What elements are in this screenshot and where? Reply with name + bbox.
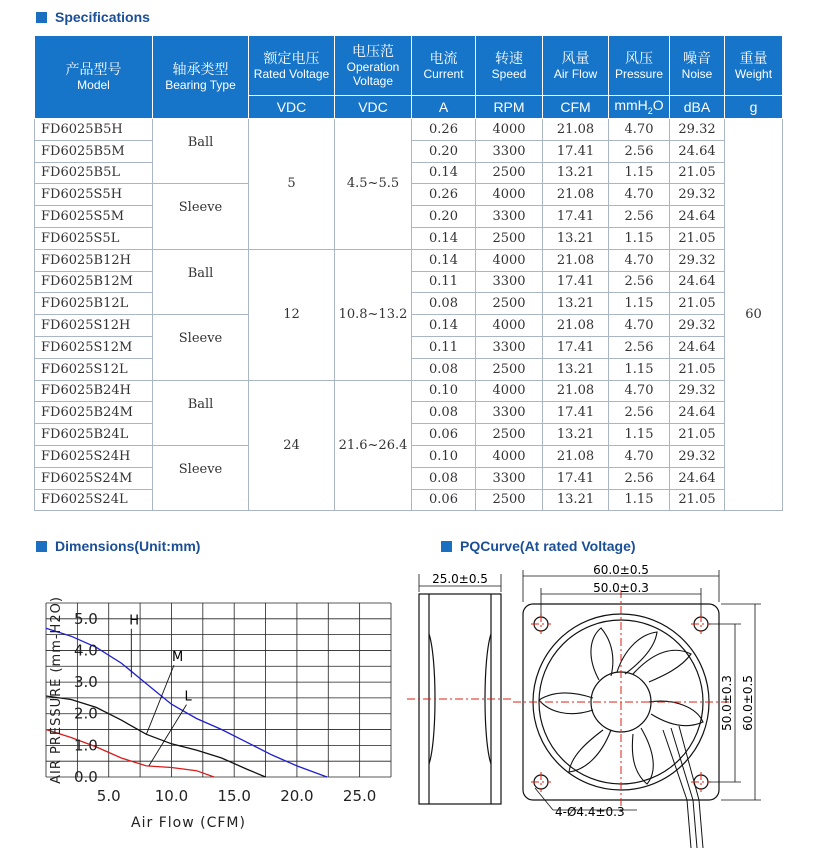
x-axis-label: Air Flow (CFM) (131, 815, 246, 831)
flow-cell: 21.08 (543, 119, 609, 141)
model-cell: FD6025B12H (35, 249, 153, 271)
header-operation-voltage: 电压范 Operation Voltage (335, 36, 412, 96)
header-air-flow: 风量 Air Flow (543, 36, 609, 96)
speed-cell: 4000 (476, 445, 543, 467)
header-pressure: 风压 Pressure (609, 36, 670, 96)
noise-cell: 29.32 (670, 315, 725, 337)
pressure-cell: 4.70 (609, 315, 670, 337)
current-cell: 0.11 (412, 271, 476, 293)
rated-voltage-cell: 24 (249, 380, 335, 511)
dimension-drawing (405, 562, 765, 852)
speed-cell: 3300 (476, 271, 543, 293)
unit-speed: RPM (476, 96, 543, 119)
model-cell: FD6025S12M (35, 336, 153, 358)
speed-cell: 3300 (476, 140, 543, 162)
noise-cell: 21.05 (670, 358, 725, 380)
speed-cell: 2500 (476, 424, 543, 446)
header-noise: 噪音 Noise (670, 36, 725, 96)
pressure-cell: 4.70 (609, 445, 670, 467)
pressure-cell: 2.56 (609, 140, 670, 162)
speed-cell: 4000 (476, 184, 543, 206)
speed-cell: 2500 (476, 293, 543, 315)
pressure-cell: 1.15 (609, 227, 670, 249)
x-tick-label: 10.0 (154, 787, 189, 805)
current-cell: 0.20 (412, 140, 476, 162)
pressure-cell: 4.70 (609, 380, 670, 402)
unit-current: A (412, 96, 476, 119)
y-tick-label: 1.0 (74, 736, 98, 755)
unit-flow: CFM (543, 96, 609, 119)
model-cell: FD6025B24L (35, 424, 153, 446)
y-tick-label: 4.0 (74, 641, 98, 660)
current-cell: 0.26 (412, 184, 476, 206)
flow-cell: 13.21 (543, 489, 609, 511)
series-label: H (129, 613, 140, 629)
noise-cell: 29.32 (670, 184, 725, 206)
pqcurve-title (441, 538, 636, 554)
flow-cell: 17.41 (543, 271, 609, 293)
series-line-L (46, 730, 214, 778)
centerlines (513, 590, 731, 814)
operation-voltage-cell: 10.8~13.2 (335, 249, 412, 380)
pressure-cell: 2.56 (609, 206, 670, 228)
flow-cell: 13.21 (543, 358, 609, 380)
unit-weight: g (725, 96, 783, 119)
noise-cell: 29.32 (670, 119, 725, 141)
speed-cell: 2500 (476, 358, 543, 380)
pressure-cell: 4.70 (609, 249, 670, 271)
pressure-cell: 2.56 (609, 271, 670, 293)
header-model: 产品型号 Model (35, 36, 153, 119)
unit-pressure: mmH$_2$O (609, 96, 670, 119)
pressure-cell: 1.15 (609, 293, 670, 315)
pqcurve-title-text: PQCurve(At rated Voltage) (460, 538, 636, 554)
current-cell: 0.14 (412, 315, 476, 337)
table-row (35, 380, 783, 402)
bearing-cell: Ball (153, 249, 249, 314)
hole-height-dim: 50.0±0.3 (720, 675, 734, 731)
y-tick-label: 0.0 (74, 768, 98, 786)
section-square-icon (36, 541, 47, 552)
y-tick-label: 3.0 (74, 673, 98, 692)
section-square-icon (441, 541, 452, 552)
rated-voltage-cell: 12 (249, 249, 335, 380)
model-cell: FD6025S24L (35, 489, 153, 511)
section-square-icon (36, 12, 47, 23)
flow-cell: 17.41 (543, 140, 609, 162)
series-leader-line (146, 665, 174, 734)
bearing-cell: Ball (153, 380, 249, 445)
current-cell: 0.08 (412, 293, 476, 315)
pressure-cell: 1.15 (609, 358, 670, 380)
x-tick-label: 20.0 (280, 787, 314, 805)
mounting-holes-dim: 4-Ø4.4±0.3 (555, 805, 625, 819)
flow-cell: 17.41 (543, 402, 609, 424)
model-cell: FD6025S24M (35, 467, 153, 489)
flow-cell: 21.08 (543, 249, 609, 271)
pressure-cell: 4.70 (609, 119, 670, 141)
operation-voltage-cell: 4.5~5.5 (335, 119, 412, 250)
flow-cell: 21.08 (543, 445, 609, 467)
speed-cell: 4000 (476, 380, 543, 402)
current-cell: 0.10 (412, 380, 476, 402)
model-cell: FD6025B12L (35, 293, 153, 315)
model-cell: FD6025S5H (35, 184, 153, 206)
header-bearing: 轴承类型 Bearing Type (153, 36, 249, 119)
noise-cell: 21.05 (670, 424, 725, 446)
pressure-cell: 1.15 (609, 489, 670, 511)
thickness-dim: 25.0±0.5 (432, 572, 488, 586)
flow-cell: 17.41 (543, 206, 609, 228)
noise-cell: 29.32 (670, 445, 725, 467)
current-cell: 0.14 (412, 162, 476, 184)
specifications-table (34, 35, 783, 511)
pressure-cell: 2.56 (609, 402, 670, 424)
dimensions-title-text: Dimensions(Unit:mm) (55, 538, 201, 554)
flow-cell: 17.41 (543, 336, 609, 358)
specifications-title-text: Specifications (55, 9, 150, 25)
noise-cell: 29.32 (670, 380, 725, 402)
rated-voltage-cell: 5 (249, 119, 335, 250)
header-weight: 重量 Weight (725, 36, 783, 96)
x-tick-label: 25.0 (342, 787, 377, 805)
model-cell: FD6025B12M (35, 271, 153, 293)
speed-cell: 3300 (476, 206, 543, 228)
unit-voltage: VDC (249, 96, 335, 119)
x-tick-label: 5.0 (96, 787, 121, 805)
pressure-cell: 2.56 (609, 336, 670, 358)
y-tick-label: 2.0 (74, 704, 98, 723)
noise-cell: 24.64 (670, 467, 725, 489)
flow-cell: 13.21 (543, 162, 609, 184)
pq-curve-chart (36, 565, 416, 835)
flow-cell: 13.21 (543, 293, 609, 315)
current-cell: 0.06 (412, 424, 476, 446)
specifications-title (36, 9, 150, 25)
model-cell: FD6025S5M (35, 206, 153, 228)
current-cell: 0.08 (412, 402, 476, 424)
noise-cell: 24.64 (670, 336, 725, 358)
current-cell: 0.06 (412, 489, 476, 511)
speed-cell: 2500 (476, 162, 543, 184)
speed-cell: 3300 (476, 402, 543, 424)
unit-noise: dBA (670, 96, 725, 119)
unit-op-voltage: VDC (335, 96, 412, 119)
flow-cell: 17.41 (543, 467, 609, 489)
pressure-cell: 2.56 (609, 467, 670, 489)
header-row (35, 36, 783, 96)
speed-cell: 2500 (476, 227, 543, 249)
current-cell: 0.11 (412, 336, 476, 358)
x-tick-label: 15.0 (217, 787, 251, 805)
noise-cell: 21.05 (670, 227, 725, 249)
noise-cell: 24.64 (670, 140, 725, 162)
noise-cell: 21.05 (670, 162, 725, 184)
y-tick-label: 5.0 (74, 609, 98, 628)
noise-cell: 21.05 (670, 489, 725, 511)
model-cell: FD6025B5H (35, 119, 153, 141)
bearing-cell: Ball (153, 119, 249, 184)
flow-cell: 21.08 (543, 315, 609, 337)
header-current: 电流 Current (412, 36, 476, 96)
speed-cell: 4000 (476, 249, 543, 271)
y-axis-label: AIR PRESSURE (mm-H2O) (49, 596, 64, 784)
speed-cell: 3300 (476, 467, 543, 489)
bearing-cell: Sleeve (153, 184, 249, 249)
model-cell: FD6025S12H (35, 315, 153, 337)
noise-cell: 24.64 (670, 271, 725, 293)
overall-width-dim: 60.0±0.5 (593, 563, 649, 577)
current-cell: 0.08 (412, 358, 476, 380)
table-row (35, 249, 783, 271)
model-cell: FD6025S12L (35, 358, 153, 380)
pressure-cell: 1.15 (609, 424, 670, 446)
current-cell: 0.08 (412, 467, 476, 489)
noise-cell: 21.05 (670, 293, 725, 315)
current-cell: 0.20 (412, 206, 476, 228)
speed-cell: 3300 (476, 336, 543, 358)
model-cell: FD6025B24M (35, 402, 153, 424)
weight-cell: 60 (725, 119, 783, 511)
pressure-cell: 4.70 (609, 184, 670, 206)
bearing-cell: Sleeve (153, 445, 249, 510)
header-speed: 转速 Speed (476, 36, 543, 96)
current-cell: 0.10 (412, 445, 476, 467)
speed-cell: 2500 (476, 489, 543, 511)
noise-cell: 24.64 (670, 206, 725, 228)
flow-cell: 13.21 (543, 424, 609, 446)
hole-width-dim: 50.0±0.3 (593, 581, 649, 595)
current-cell: 0.26 (412, 119, 476, 141)
current-cell: 0.14 (412, 249, 476, 271)
flow-cell: 13.21 (543, 227, 609, 249)
series-label: L (184, 689, 192, 705)
speed-cell: 4000 (476, 315, 543, 337)
header-rated-voltage: 额定电压 Rated Voltage (249, 36, 335, 96)
dimensions-title (36, 538, 200, 554)
model-cell: FD6025B5M (35, 140, 153, 162)
operation-voltage-cell: 21.6~26.4 (335, 380, 412, 511)
model-cell: FD6025S24H (35, 445, 153, 467)
overall-height-dim: 60.0±0.5 (741, 675, 755, 731)
pressure-cell: 1.15 (609, 162, 670, 184)
noise-cell: 29.32 (670, 249, 725, 271)
table-row (35, 119, 783, 141)
flow-cell: 21.08 (543, 380, 609, 402)
noise-cell: 24.64 (670, 402, 725, 424)
speed-cell: 4000 (476, 119, 543, 141)
bearing-cell: Sleeve (153, 315, 249, 380)
model-cell: FD6025B5L (35, 162, 153, 184)
current-cell: 0.14 (412, 227, 476, 249)
model-cell: FD6025S5L (35, 227, 153, 249)
side-view (407, 574, 513, 804)
flow-cell: 21.08 (543, 184, 609, 206)
model-cell: FD6025B24H (35, 380, 153, 402)
series-label: M (171, 650, 184, 666)
